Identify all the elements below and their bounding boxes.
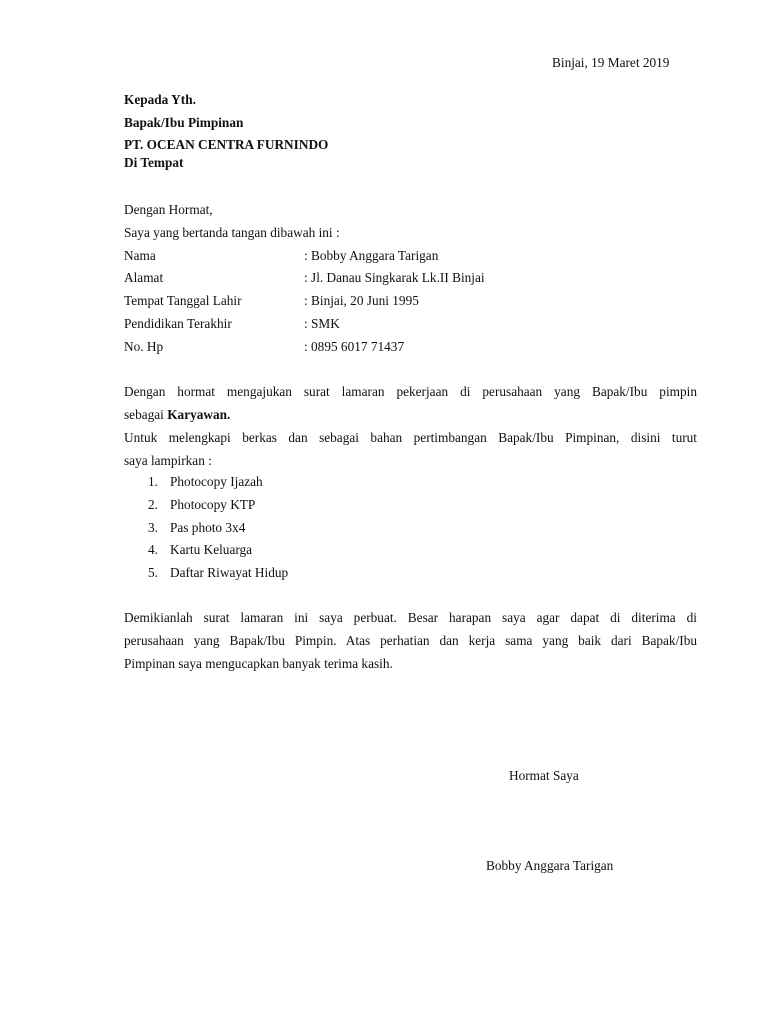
field-value-alamat: : Jl. Danau Singkarak Lk.II Binjai (304, 270, 485, 285)
field-value-nama: : Bobby Anggara Tarigan (304, 248, 439, 263)
field-label-ttl: Tempat Tanggal Lahir (124, 293, 242, 308)
list-item (148, 565, 288, 581)
list-item-text: Photocopy KTP (170, 497, 256, 512)
list-item (148, 474, 263, 490)
intro-line: Saya yang bertanda tangan dibawah ini : (124, 225, 340, 240)
place-date: Binjai, 19 Maret 2019 (552, 55, 670, 70)
list-item (148, 520, 245, 536)
list-item-text: Pas photo 3x4 (170, 520, 246, 535)
paragraph-application-line-1: Dengan hormat mengajukan surat lamaran pekerjaan di perusahaan yang Bapak/Ibu pimpin (124, 384, 697, 399)
paragraph-closing (124, 606, 697, 675)
closing-phrase: Hormat Saya (509, 768, 579, 783)
list-item-number: 4. (148, 542, 158, 557)
list-item-number: 3. (148, 520, 158, 535)
paragraph-attachments-intro (124, 426, 697, 472)
list-item-text: Kartu Keluarga (170, 542, 253, 557)
recipient-company: PT. OCEAN CENTRA FURNINDO (124, 137, 329, 152)
position-title: Karyawan. (167, 407, 231, 422)
field-label-alamat: Alamat (124, 270, 164, 285)
field-label-nohp: No. Hp (124, 339, 164, 354)
field-value-pendidikan: : SMK (304, 316, 340, 331)
list-item-number: 5. (148, 565, 158, 580)
list-item (148, 497, 255, 513)
paragraph-closing-line-2: perusahaan yang Bapak/Ibu Pimpin. Atas perhatian dan kerja sama yang baik dari Bapak/Ibu (124, 633, 697, 648)
paragraph-attachments-line-1: Untuk melengkapi berkas dan sebagai bahan pertimbangan Bapak/Ibu Pimpinan, disini turut (124, 430, 697, 445)
list-item-number: 2. (148, 497, 158, 512)
paragraph-closing-line-3: Pimpinan saya mengucapkan banyak terima kasih. (124, 656, 393, 671)
recipient-line-1: Kepada Yth. (124, 92, 196, 107)
paragraph-attachments-line-2: saya lampirkan : (124, 453, 212, 468)
recipient-line-2: Bapak/Ibu Pimpinan (124, 115, 244, 130)
paragraph-application-line-2 (124, 403, 697, 426)
field-label-nama: Nama (124, 248, 156, 263)
list-item-text: Photocopy Ijazah (170, 474, 263, 489)
list-item-text: Daftar Riwayat Hidup (170, 565, 289, 580)
recipient-line-4: Di Tempat (124, 155, 184, 170)
field-value-ttl: : Binjai, 20 Juni 1995 (304, 293, 419, 308)
salutation: Dengan Hormat, (124, 202, 213, 217)
signature-name: Bobby Anggara Tarigan (486, 858, 614, 873)
position-prefix: sebagai (124, 407, 168, 422)
field-value-nohp: : 0895 6017 71437 (304, 339, 405, 354)
list-item-number: 1. (148, 474, 158, 489)
field-label-pendidikan: Pendidikan Terakhir (124, 316, 232, 331)
paragraph-application (124, 380, 697, 426)
list-item (148, 542, 252, 558)
paragraph-closing-line-1: Demikianlah surat lamaran ini saya perbuat. Besar harapan saya agar dapat di diterima di (124, 610, 697, 625)
